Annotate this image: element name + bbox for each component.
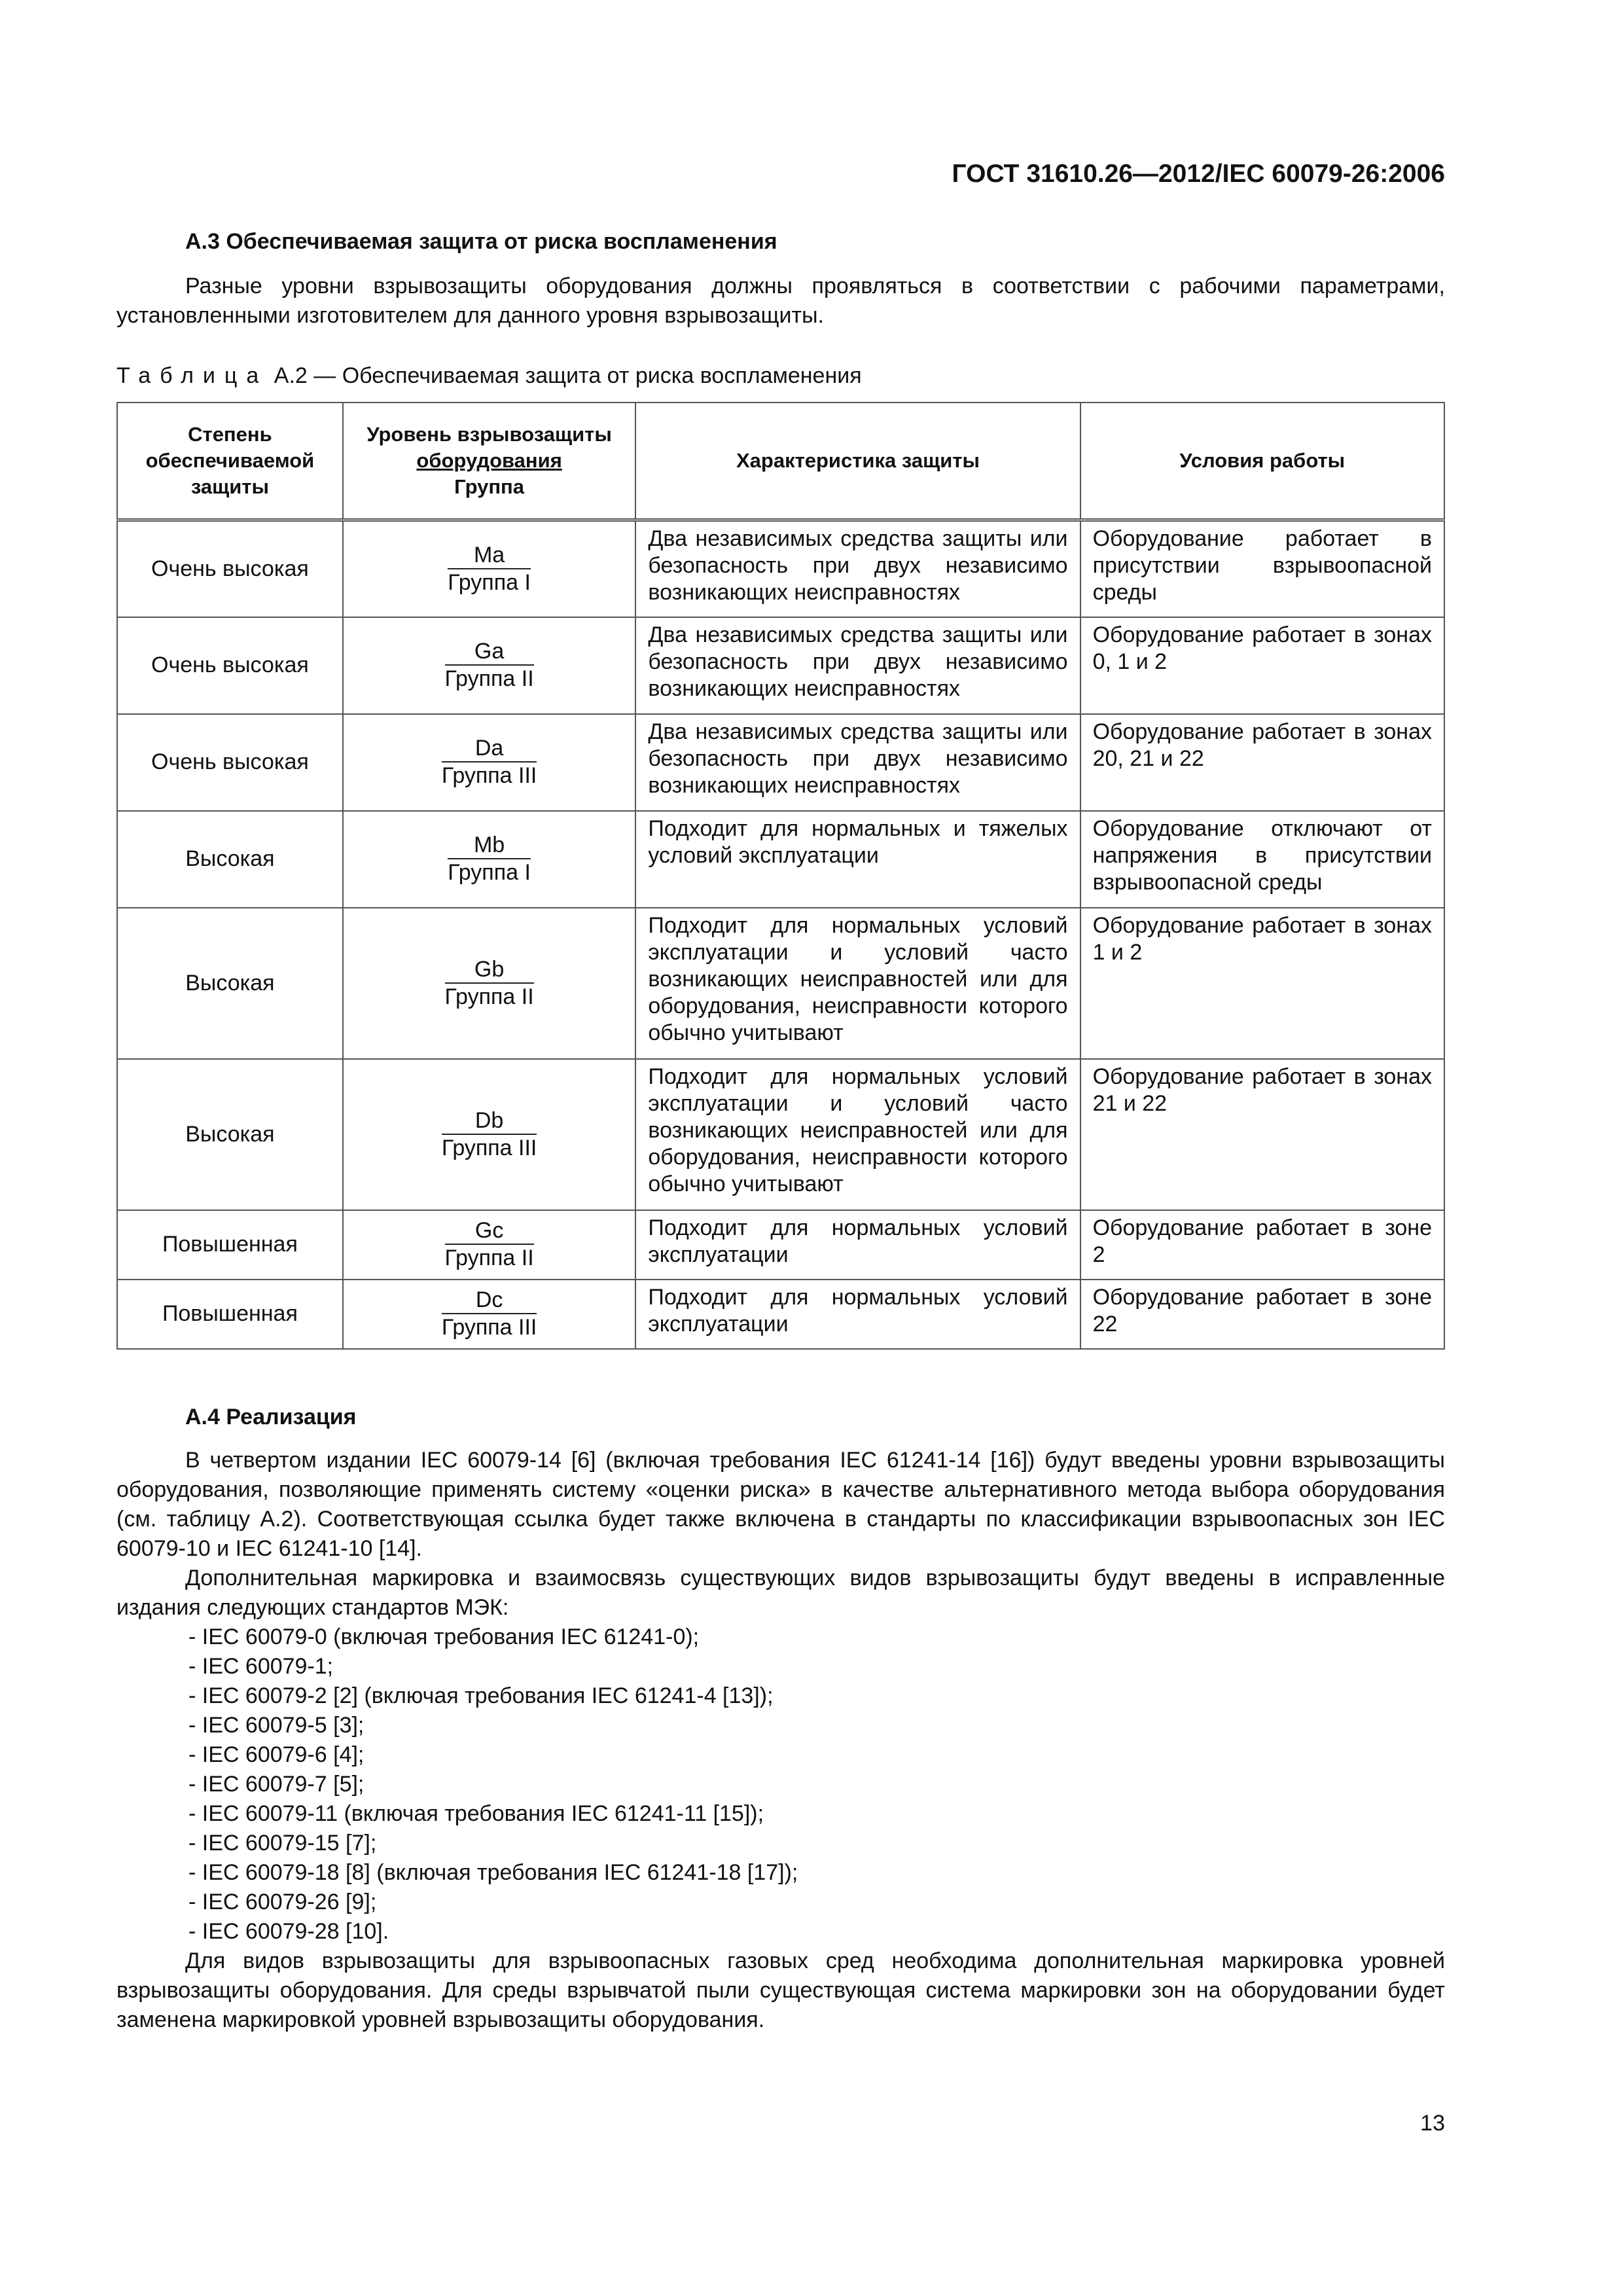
list-item: - IEC 60079-7 [5]; xyxy=(188,1770,1445,1799)
header-degree: Степень обеспечиваемой защиты xyxy=(117,403,343,520)
protection-table xyxy=(116,402,1445,1350)
section-a4-heading: А.4 Реализация xyxy=(185,1404,357,1429)
cell-level xyxy=(343,714,636,811)
cell-characteristic: Подходит для нормальных и тяжелых условий эксплуатации xyxy=(635,811,1080,908)
cell-degree: Высокая xyxy=(117,908,343,1059)
cell-level xyxy=(343,1059,636,1210)
level-group: Группа I xyxy=(448,860,531,885)
list-item: - IEC 60079-0 (включая требования IEC 61241-0); xyxy=(188,1623,1445,1652)
table-row xyxy=(117,1280,1444,1349)
level-code: Ga xyxy=(445,638,534,666)
level-code: Db xyxy=(442,1107,537,1135)
cell-degree: Повышенная xyxy=(117,1280,343,1349)
level-fraction xyxy=(442,735,537,789)
cell-degree: Повышенная xyxy=(117,1210,343,1280)
list-item: - IEC 60079-18 [8] (включая требования IEC 61241-18 [17]); xyxy=(188,1858,1445,1888)
level-group: Группа II xyxy=(444,1246,534,1270)
cell-characteristic: Два независимых средства защиты или безопасность при двух независимо возникающих неисправностях xyxy=(635,617,1080,714)
cell-conditions: Оборудование отключают от напряжения в присутствии взрывоопасной среды xyxy=(1080,811,1444,908)
cell-conditions: Оборудование работает в зонах 0, 1 и 2 xyxy=(1080,617,1444,714)
level-fraction xyxy=(448,832,531,886)
table-row xyxy=(117,617,1444,714)
level-fraction xyxy=(445,1217,534,1271)
cell-degree: Очень высокая xyxy=(117,617,343,714)
level-code: Da xyxy=(442,735,537,762)
cell-characteristic: Подходит для нормальных условий эксплуатации и условий часто возникающих неисправностей или для оборудования, неисправности которого обычно учитывают xyxy=(635,1059,1080,1210)
level-fraction xyxy=(448,542,531,596)
level-code: Ma xyxy=(448,542,531,569)
header-level xyxy=(343,403,636,520)
cell-conditions: Оборудование работает в зоне 2 xyxy=(1080,1210,1444,1280)
table-row xyxy=(117,1210,1444,1280)
cell-degree: Очень высокая xyxy=(117,520,343,617)
level-group: Группа II xyxy=(444,666,534,691)
section-a4-paragraph-3: Для видов взрывозащиты для взрывоопасных газовых сред необходима дополнительная маркировка уровней взрывозащиты оборудования. Для среды взрывчатой пыли существующая система маркировки зон на оборудовании будет заменена маркировкой уровней взрывозащиты оборудования. xyxy=(116,1948,1445,2032)
page-number: 13 xyxy=(1420,2111,1445,2136)
list-item: - IEC 60079-11 (включая требования IEC 61241-11 [15]); xyxy=(188,1799,1445,1829)
table-caption-text: А.2 — Обеспечиваемая защита от риска воспламенения xyxy=(274,363,862,388)
cell-level xyxy=(343,617,636,714)
cell-characteristic: Подходит для нормальных условий эксплуатации и условий часто возникающих неисправностей или для оборудования, неисправности которого обычно учитывают xyxy=(635,908,1080,1059)
cell-characteristic: Два независимых средства защиты или безопасность при двух независимо возникающих неисправностях xyxy=(635,520,1080,617)
cell-conditions: Оборудование работает в зонах 20, 21 и 22 xyxy=(1080,714,1444,811)
header-conditions: Условия работы xyxy=(1080,403,1444,520)
level-fraction xyxy=(442,1107,537,1161)
cell-conditions: Оборудование работает в присутствии взрывоопасной среды xyxy=(1080,520,1444,617)
list-item: - IEC 60079-28 [10]. xyxy=(188,1917,1445,1946)
table-caption-label: Таблица xyxy=(116,363,268,388)
section-a3-paragraph: Разные уровни взрывозащиты оборудования должны проявляться в соответствии с рабочими параметрами, установленными изготовителем для данного уровня взрывозащиты. xyxy=(116,274,1445,328)
table-row xyxy=(117,1059,1444,1210)
table-row xyxy=(117,520,1444,617)
cell-level xyxy=(343,1280,636,1349)
cell-characteristic: Подходит для нормальных условий эксплуатации xyxy=(635,1210,1080,1280)
level-code: Gc xyxy=(445,1217,534,1245)
level-group: Группа I xyxy=(448,569,531,595)
section-a4-paragraph-1: В четвертом издании IEC 60079-14 [6] (включая требования IEC 61241-14 [16]) будут введены уровни взрывозащиты оборудования, позволяющие применять систему «оценки риска» в качестве альтернативного метода выбора оборудования (см. таблицу А.2). Соответствующая ссылка будет также включена в стандарты по классификации взрывоопасных зон IEC 60079-10 и IEC 61241-10 [14]. xyxy=(116,1447,1445,1561)
level-code: Mb xyxy=(448,832,531,859)
header-level-line2: оборудования xyxy=(416,449,562,472)
list-item: - IEC 60079-15 [7]; xyxy=(188,1829,1445,1858)
level-group: Группа III xyxy=(441,1135,537,1160)
table-row xyxy=(117,714,1444,811)
cell-level xyxy=(343,1210,636,1280)
table-caption xyxy=(116,363,1445,389)
level-code: Dc xyxy=(442,1287,537,1314)
level-code: Gb xyxy=(445,956,534,984)
cell-degree: Высокая xyxy=(117,1059,343,1210)
level-fraction xyxy=(445,956,534,1010)
list-item: - IEC 60079-5 [3]; xyxy=(188,1711,1445,1740)
cell-conditions: Оборудование работает в зонах 21 и 22 xyxy=(1080,1059,1444,1210)
table-header-row xyxy=(117,403,1444,520)
level-group: Группа III xyxy=(441,1315,537,1340)
list-item: - IEC 60079-2 [2] (включая требования IEC 61241-4 [13]); xyxy=(188,1681,1445,1711)
list-item: - IEC 60079-6 [4]; xyxy=(188,1740,1445,1770)
level-group: Группа II xyxy=(444,984,534,1009)
list-item: - IEC 60079-1; xyxy=(188,1652,1445,1681)
level-group: Группа III xyxy=(441,763,537,788)
standards-list xyxy=(116,1623,1445,1946)
cell-conditions: Оборудование работает в зонах 1 и 2 xyxy=(1080,908,1444,1059)
cell-characteristic: Два независимых средства защиты или безопасность при двух независимо возникающих неисправностях xyxy=(635,714,1080,811)
cell-level xyxy=(343,811,636,908)
header-level-line1: Уровень взрывозащиты xyxy=(366,423,612,446)
cell-degree: Высокая xyxy=(117,811,343,908)
table-row xyxy=(117,908,1444,1059)
cell-characteristic: Подходит для нормальных условий эксплуатации xyxy=(635,1280,1080,1349)
cell-level xyxy=(343,908,636,1059)
level-fraction xyxy=(445,638,534,692)
table-row xyxy=(117,811,1444,908)
section-a3-heading: А.3 Обеспечиваемая защита от риска воспламенения xyxy=(185,229,777,254)
header-level-line3: Группа xyxy=(454,475,525,498)
cell-degree: Очень высокая xyxy=(117,714,343,811)
header-characteristic: Характеристика защиты xyxy=(635,403,1080,520)
page-content xyxy=(116,229,1445,2035)
section-a4-paragraph-2: Дополнительная маркировка и взаимосвязь существующих видов взрывозащиты будут введены в исправленные издания следующих стандартов МЭК: xyxy=(116,1565,1445,1620)
cell-level xyxy=(343,520,636,617)
document-code: ГОСТ 31610.26—2012/IEC 60079-26:2006 xyxy=(952,160,1445,188)
list-item: - IEC 60079-26 [9]; xyxy=(188,1888,1445,1917)
cell-conditions: Оборудование работает в зоне 22 xyxy=(1080,1280,1444,1349)
level-fraction xyxy=(442,1287,537,1340)
